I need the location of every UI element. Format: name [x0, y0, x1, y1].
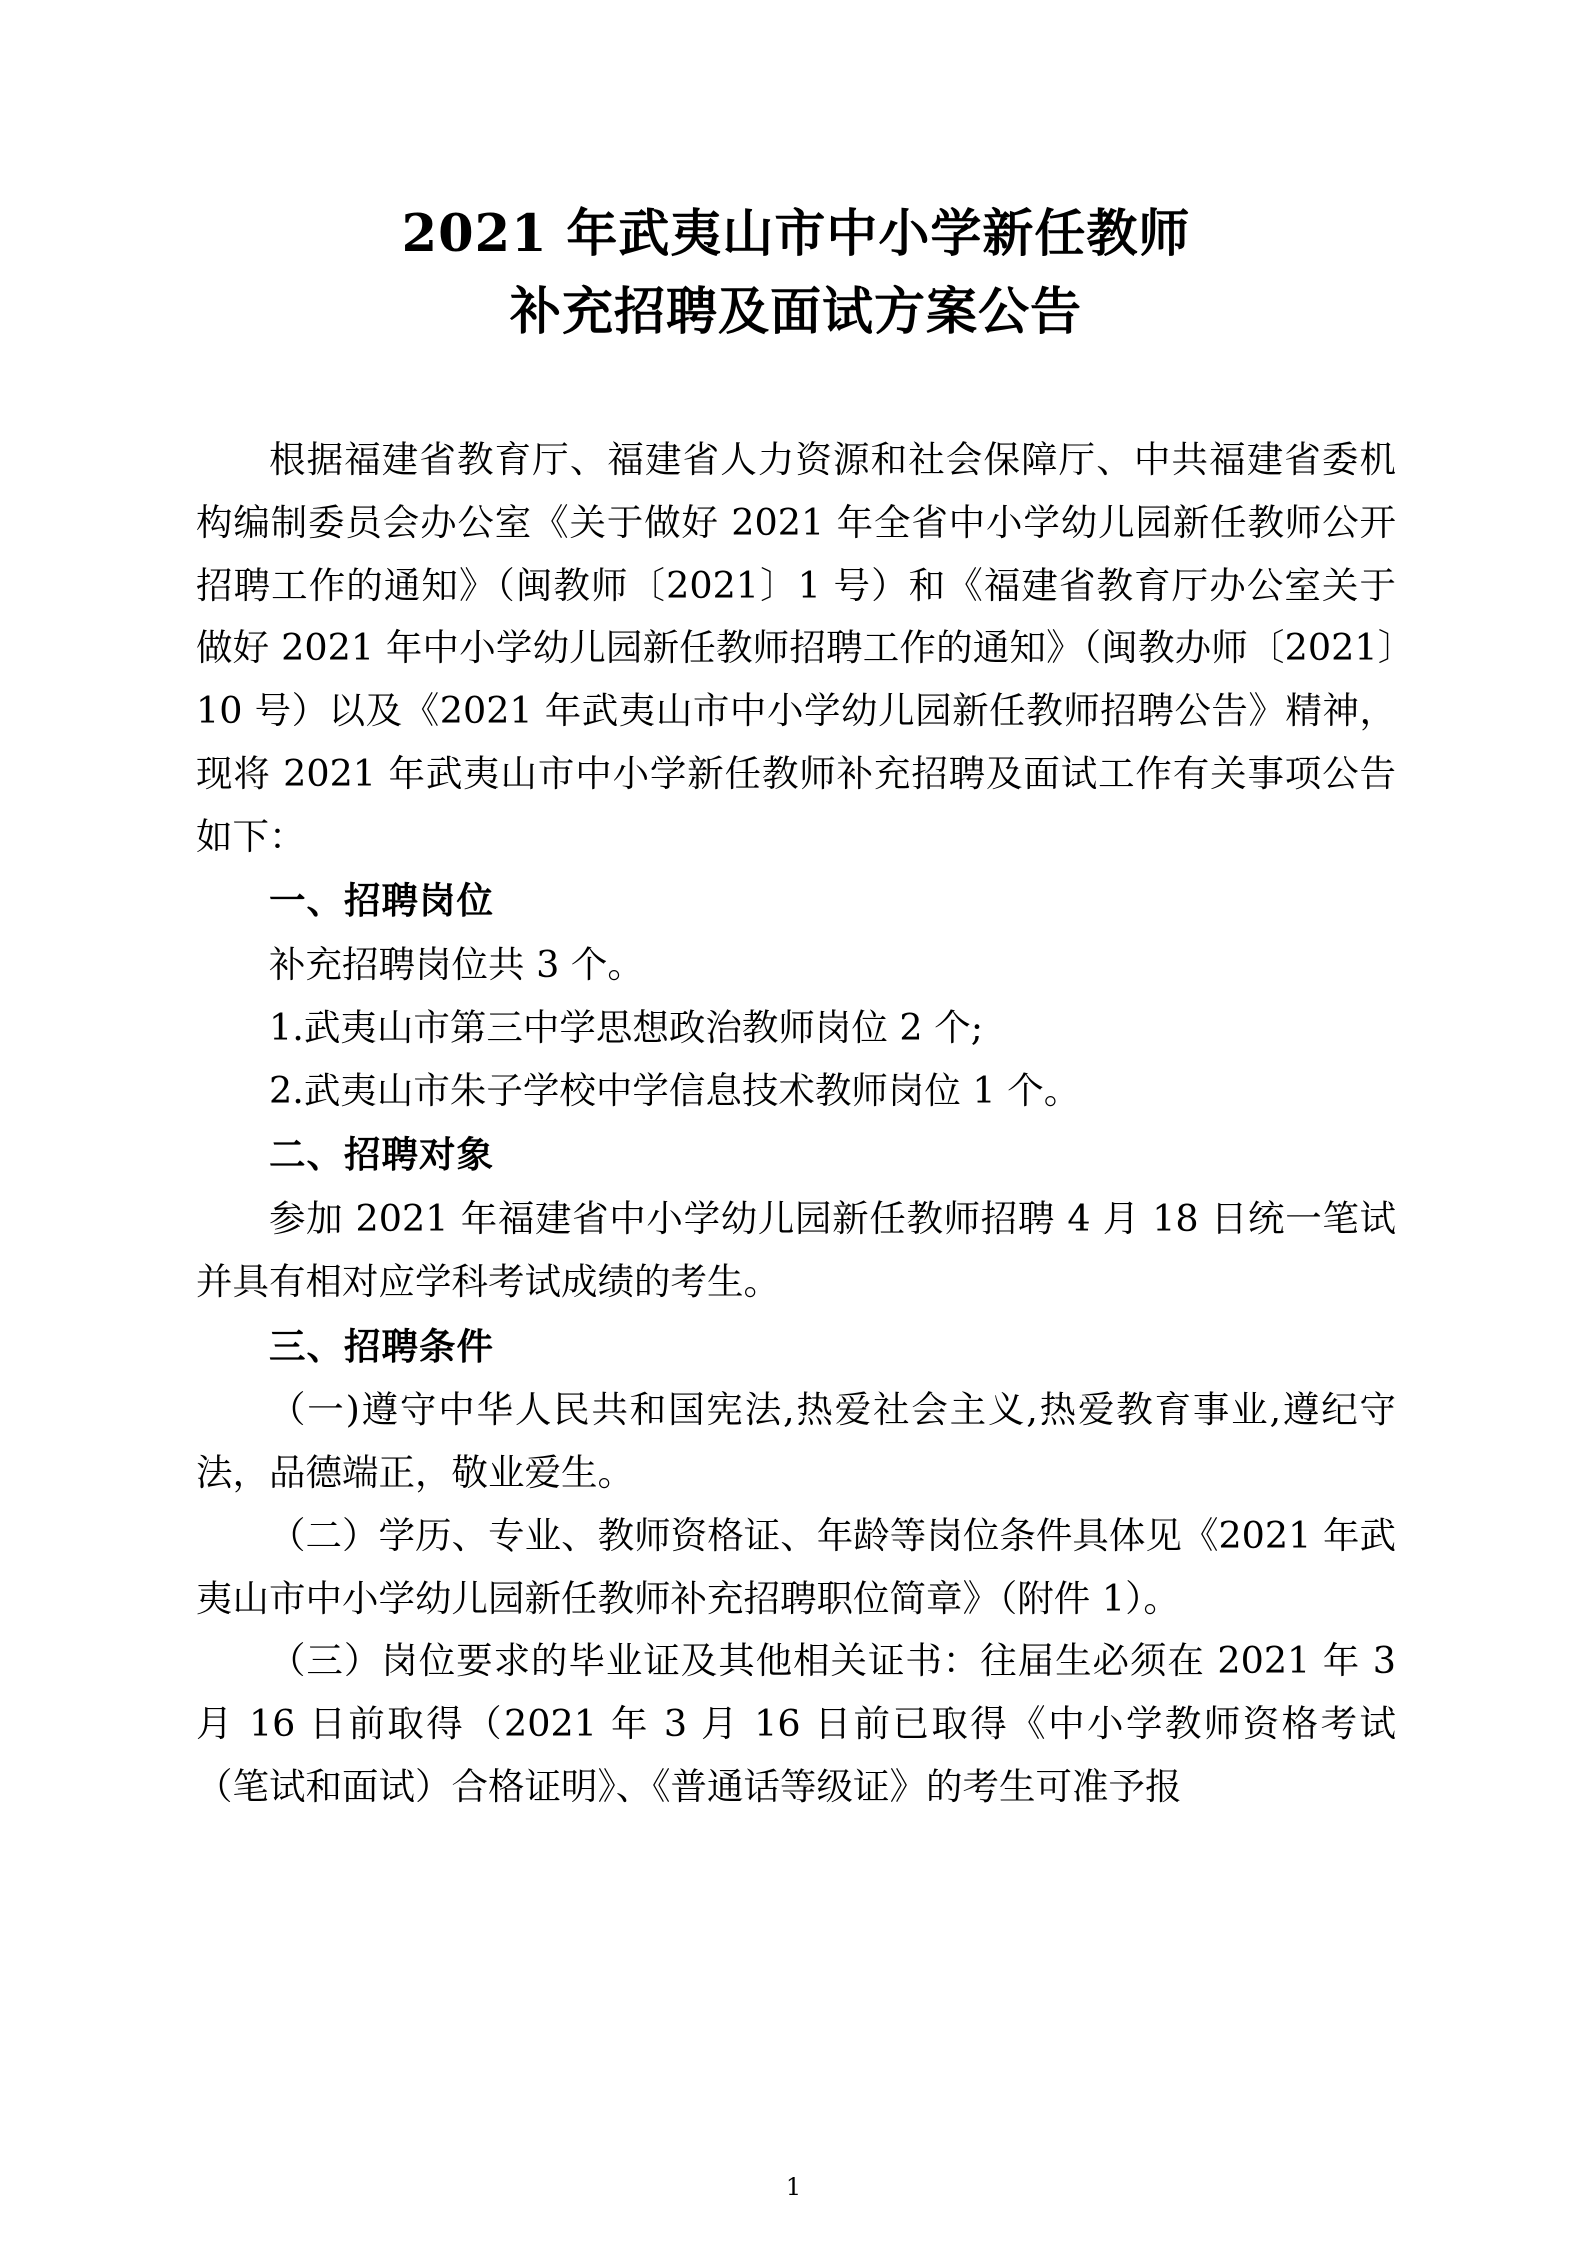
paragraph-condition-1: （一)遵守中华人民共和国宪法,热爱社会主义,热爱教育事业,遵纪守法，品德端正，敬业爱生。: [196, 1388, 1396, 1495]
list-item-position-1: 1.武夷山市第三中学思想政治教师岗位 2 个;: [269, 1005, 984, 1049]
page-title-line-2: 补充招聘及面试方案公告: [509, 281, 1082, 342]
paragraph-intro: 根据福建省教育厅、福建省人力资源和社会保障厅、中共福建省委机构编制委员会办公室《关于做好 2021 年全省中小学幼儿园新任教师公开招聘工作的通知》（闽教师〔2021〕1 号）和《福建省教育厅办公室关于做好 2021 年中小学幼儿园新任教师招聘工作的通知》（闽教办师〔2021〕10 号）以及《2021 年武夷山市中小学幼儿园新任教师招聘公告》精神，现将 2021 年武夷山市中小学新任教师补充招聘及面试工作有关事项公告如下：: [196, 438, 1396, 858]
page-title-line-1: 2021 年武夷山市中小学新任教师: [401, 204, 1191, 264]
paragraph-recruit-targets: 参加 2021 年福建省中小学幼儿园新任教师招聘 4 月 18 日统一笔试并具有相对应学科考试成绩的考生。: [196, 1197, 1396, 1303]
section-heading-recruit-conditions: 三、招聘条件: [269, 1324, 494, 1368]
section-heading-recruit-targets: 二、招聘对象: [269, 1133, 494, 1177]
paragraph-condition-2: （二）学历、专业、教师资格证、年龄等岗位条件具体见《2021 年武夷山市中小学幼儿园新任教师补充招聘职位简章》（附件 1）。: [196, 1513, 1396, 1620]
page-title: [196, 196, 1396, 351]
paragraph-condition-3: （三）岗位要求的毕业证及其他相关证书：往届生必须在 2021 年 3 月 16 日前取得（2021 年 3 月 16 日前已取得《中小学教师资格考试（笔试和面试）合格证明》、《普通话等级证》的考生可准予报: [196, 1639, 1396, 1808]
section-heading-recruit-positions: 一、招聘岗位: [269, 879, 494, 923]
list-item-position-2: 2.武夷山市朱子学校中学信息技术教师岗位 1 个。: [269, 1068, 1081, 1112]
paragraph-positions-total: 补充招聘岗位共 3 个。: [269, 943, 644, 987]
document-content: [196, 0, 1396, 1819]
page-number: 1: [785, 2173, 802, 2201]
document-body: [196, 429, 1396, 1819]
